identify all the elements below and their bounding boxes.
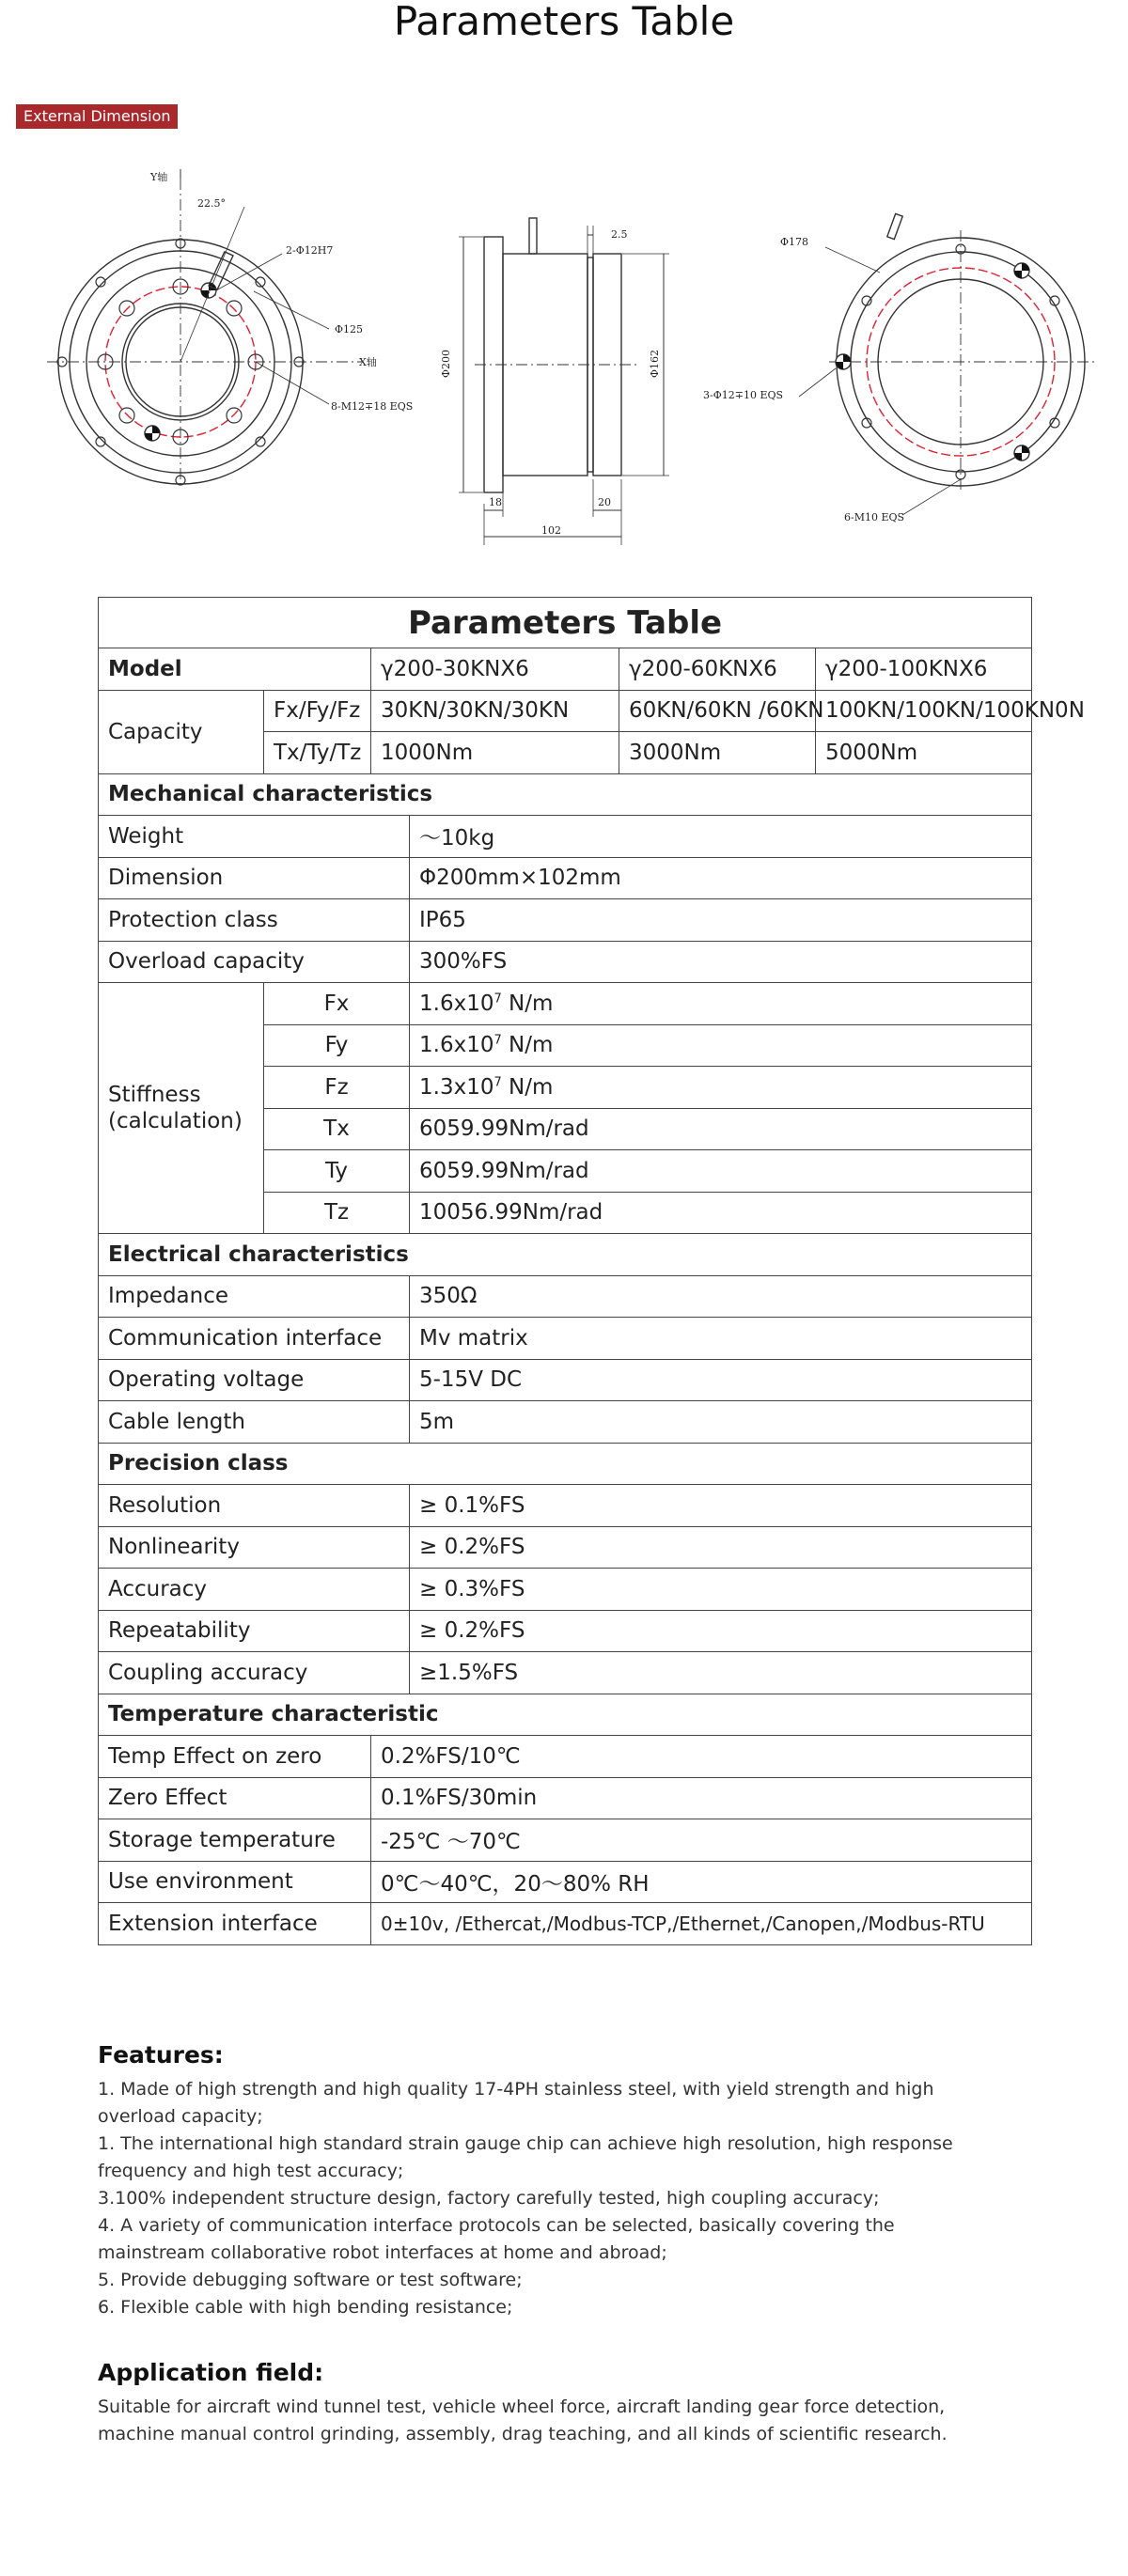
bolt-holes-label: 8-M12∓18 EQS [331,400,414,413]
stiffness-axis: Tz [264,1192,410,1234]
stiffness-unit: N/m [501,991,554,1016]
prec-row-label: Resolution [99,1485,410,1527]
flange-width-dimension: 18 [489,496,502,508]
gap-dimension: 2.5 [611,228,628,241]
table-title: Parameters Table [99,598,1032,648]
mech-row-value: 300%FS [410,941,1032,983]
features-section [98,2041,1000,2321]
precision-section-header: Precision class [99,1443,1032,1485]
inner-diameter-dimension: Φ162 [649,349,661,378]
feature-item: 1. The international high standard strain gauge chip can achieve high resolution, high response frequency and high test accuracy; [98,2133,953,2181]
stiffness-value: 6059.99Nm/rad [410,1108,1032,1150]
feature-item: 4. A variety of communication interface protocols can be selected, basically covering the mainstream collaborative robot interfaces at home and abroad; [98,2215,895,2263]
force-label: Fx/Fy/Fz [264,690,371,732]
application-text: Suitable for aircraft wind tunnel test, vehicle wheel force, aircraft landing gear force detection, machine manual control grinding, assembly, drag teaching, and all kinds of scientific research. [98,2396,948,2444]
stiffness-axis: Tx [264,1108,410,1150]
stiffness-exponent: 7 [494,1075,502,1090]
outer-diameter-dimension: Φ200 [440,349,452,378]
elec-row-value: 350Ω [410,1275,1032,1318]
stiffness-unit: N/m [501,1033,554,1058]
prec-row-value: ≥1.5%FS [410,1652,1032,1694]
rear-view-drawing [799,213,1095,515]
temperature-section-header: Temperature characteristic [99,1694,1032,1736]
stiffness-label: Stiffness (calculation) [99,983,264,1234]
application-section [98,2359,1000,2448]
temp-row-value: -25℃ ～70℃ [371,1819,1032,1862]
front-view-drawing [47,169,362,485]
bolt-circle-label: Φ125 [335,323,364,336]
application-title: Application field: [98,2359,324,2386]
mech-row-label: Weight [99,816,410,858]
elec-row-label: Cable length [99,1401,410,1444]
feature-item: 6. Flexible cable with high bending resistance; [98,2297,513,2318]
elec-row-value: 5m [410,1401,1032,1444]
mechanical-section-header: Mechanical characteristics [99,773,1032,816]
feature-item: 5. Provide debugging software or test software; [98,2270,523,2290]
page-title: Parameters Table [393,0,735,44]
model-2: γ200-60KNX6 [619,648,816,691]
stiffness-value [410,983,1032,1025]
torque-value-2: 3000Nm [619,732,816,774]
stiffness-unit: N/m [501,1074,554,1100]
stiffness-base: 1.6x10 [419,1033,494,1058]
rear-holes-label: 6-M10 EQS [844,511,905,523]
mech-row-label: Protection class [99,899,410,942]
ring-width-dimension: 20 [598,496,611,508]
prec-row-label: Nonlinearity [99,1526,410,1569]
elec-row-label: Operating voltage [99,1359,410,1401]
force-value-1: 30KN/30KN/30KN [371,690,619,732]
prec-row-value: ≥ 0.3%FS [410,1569,1032,1611]
temp-row-label: Use environment [99,1861,371,1903]
capacity-label: Capacity [99,690,264,773]
stiffness-base: 1.3x10 [419,1074,494,1100]
prec-row-label: Accuracy [99,1569,410,1611]
electrical-section-header: Electrical characteristics [99,1234,1032,1276]
temp-row-value: 0.2%FS/10℃ [371,1736,1032,1778]
stiffness-exponent: 7 [494,991,502,1007]
torque-value-1: 1000Nm [371,732,619,774]
mech-row-label: Dimension [99,857,410,899]
torque-label: Tx/Ty/Tz [264,732,371,774]
angle-label: 22.5° [197,197,226,210]
temp-row-label: Temp Effect on zero [99,1736,371,1778]
elec-row-label: Communication interface [99,1318,410,1360]
prec-row-value: ≥ 0.1%FS [410,1485,1032,1527]
external-dimension-tag: External Dimension [16,104,178,129]
stiffness-base: 1.6x10 [419,991,494,1016]
stiffness-exponent: 7 [494,1033,502,1048]
elec-row-label: Impedance [99,1275,410,1318]
mech-row-label: Overload capacity [99,941,410,983]
stiffness-value: 6059.99Nm/rad [410,1150,1032,1193]
force-value-2: 60KN/60KN /60KN [619,690,816,732]
stiffness-value [410,1024,1032,1067]
x-axis-label: X轴 [359,356,377,368]
stiffness-value: 10056.99Nm/rad [410,1192,1032,1234]
stiffness-axis: Fz [264,1067,410,1109]
model-3: γ200-100KNX6 [816,648,1032,691]
temp-row-value: 0℃～40℃，20～80% RH [371,1861,1032,1903]
temp-row-label: Zero Effect [99,1777,371,1819]
temp-row-label: Extension interface [99,1903,371,1945]
temp-row-value: 0.1%FS/30min [371,1777,1032,1819]
dimension-drawings [0,160,1128,554]
model-label: Model [99,648,371,691]
torque-value-3: 5000Nm [816,732,1032,774]
mech-row-value: IP65 [410,899,1032,942]
elec-row-value: 5-15V DC [410,1359,1032,1401]
y-axis-label: Y轴 [150,171,168,183]
prec-row-value: ≥ 0.2%FS [410,1526,1032,1569]
stiffness-value [410,1067,1032,1109]
stiffness-axis: Fx [264,983,410,1025]
model-1: γ200-30KNX6 [371,648,619,691]
mech-row-value: ～10kg [410,816,1032,858]
rear-pins-label: 3-Φ12∓10 EQS [703,389,784,401]
stiffness-axis: Ty [264,1150,410,1193]
feature-item: 1. Made of high strength and high quality 17-4PH stainless steel, with yield strength and high overload capacity; [98,2079,934,2127]
parameters-table [98,597,1085,1945]
rear-diameter-label: Φ178 [780,236,809,248]
elec-row-value: Mv matrix [410,1318,1032,1360]
stiffness-axis: Fy [264,1024,410,1067]
temp-row-value: 0±10v, /Ethercat,/Modbus-TCP,/Ethernet,/Canopen,/Modbus-RTU [371,1903,1032,1945]
feature-item: 3.100% independent structure design, factory carefully tested, high coupling accuracy; [98,2188,880,2209]
length-dimension: 102 [541,524,561,537]
prec-row-value: ≥ 0.2%FS [410,1610,1032,1652]
pin-hole-label: 2-Φ12H7 [286,244,334,257]
temp-row-label: Storage temperature [99,1819,371,1862]
prec-row-label: Coupling accuracy [99,1652,410,1694]
features-title: Features: [98,2041,224,2069]
prec-row-label: Repeatability [99,1610,410,1652]
force-value-3: 100KN/100KN/100KN0N [816,690,1032,732]
mech-row-value: Φ200mm×102mm [410,857,1032,899]
